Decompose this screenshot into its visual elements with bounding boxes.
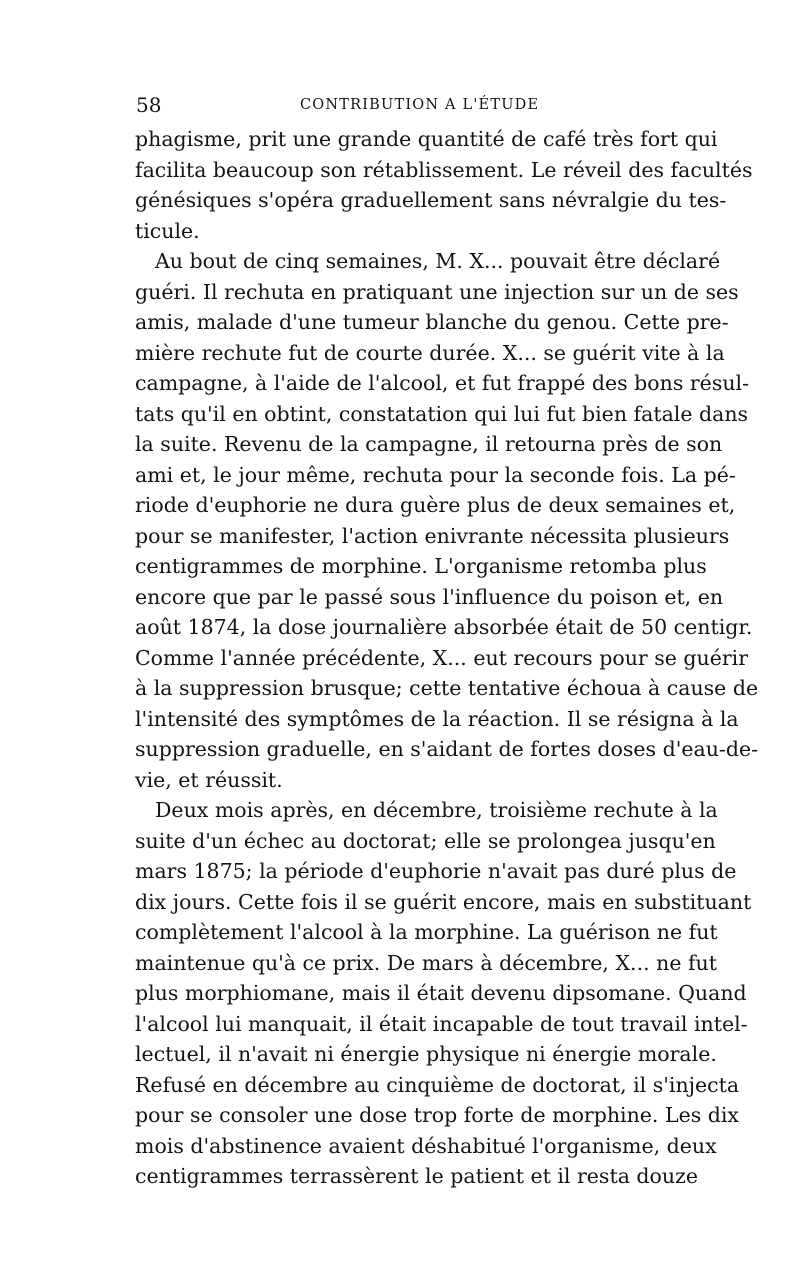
text-line: l'alcool lui manquait, il était incapable de tout travail intel- bbox=[135, 1011, 748, 1036]
text-line: Au bout de cinq semaines, M. X... pouvait être déclaré bbox=[155, 249, 721, 273]
page-number: 58 bbox=[136, 93, 162, 117]
text-line: mars 1875; la période d'euphorie n'avait pas duré plus de bbox=[135, 859, 737, 883]
text-line: guéri. Il rechuta en pratiquant une injection sur un de ses bbox=[135, 279, 739, 304]
text-line: l'intensité des symptômes de la réaction. Il se résigna à la bbox=[135, 706, 739, 731]
text-line: centigrammes terrassèrent le patient et il resta douze bbox=[135, 1164, 699, 1188]
text-line: facilita beaucoup son rétablissement. Le réveil des facultés bbox=[135, 157, 753, 182]
text-line: août 1874, la dose journalière absorbée était de 50 centigr. bbox=[135, 615, 753, 639]
body-text bbox=[135, 124, 759, 1192]
text-line: mière rechute fut de courte durée. X... se guérit vite à la bbox=[135, 340, 725, 365]
text-line: ami et, le jour même, rechuta pour la seconde fois. La pé- bbox=[135, 462, 736, 487]
text-line: amis, malade d'une tumeur blanche du genou. Cette pre- bbox=[135, 310, 729, 334]
text-line: vie, et réussit. bbox=[135, 767, 283, 792]
text-line: plus morphiomane, mais il était devenu dipsomane. Quand bbox=[135, 981, 747, 1005]
text-line: la suite. Revenu de la campagne, il retourna près de son bbox=[135, 432, 723, 456]
text-line: mois d'abstinence avaient déshabitué l'organisme, deux bbox=[135, 1133, 717, 1158]
text-line: ticule. bbox=[135, 218, 200, 243]
text-line: lectuel, il n'avait ni énergie physique ni énergie morale. bbox=[135, 1042, 717, 1066]
text-line: dix jours. Cette fois il se guérit encore, mais en substituant bbox=[135, 889, 752, 914]
text-line: pour se manifester, l'action enivrante nécessita plusieurs bbox=[135, 523, 730, 548]
text-line: Deux mois après, en décembre, troisième rechute à la bbox=[155, 798, 718, 822]
text-line: Refusé en décembre au cinquième de doctorat, il s'injecta bbox=[135, 1072, 740, 1097]
text-line: génésiques s'opéra graduellement sans névralgie du tes- bbox=[135, 188, 727, 212]
text-line: complètement l'alcool à la morphine. La guérison ne fut bbox=[135, 920, 718, 944]
text-line: suppression graduelle, en s'aidant de fortes doses d'eau-de- bbox=[135, 737, 759, 761]
text-line: phagisme, prit une grande quantité de café très fort qui bbox=[135, 127, 718, 151]
text-line: maintenue qu'à ce prix. De mars à décembre, X... ne fut bbox=[135, 950, 717, 975]
text-line: riode d'euphorie ne dura guère plus de deux semaines et, bbox=[135, 493, 736, 517]
running-head bbox=[136, 90, 682, 120]
text-line: campagne, à l'aide de l'alcool, et fut frappé des bons résul- bbox=[135, 371, 750, 395]
running-title: CONTRIBUTION A L'ÉTUDE bbox=[300, 97, 540, 113]
text-line: à la suppression brusque; cette tentative échoua à cause de bbox=[135, 676, 759, 700]
text-line: Comme l'année précédente, X... eut recours pour se guérir bbox=[135, 645, 748, 670]
text-line: encore que par le passé sous l'influence du poison et, en bbox=[135, 584, 724, 609]
text-line: suite d'un échec au doctorat; elle se prolongea jusqu'en bbox=[135, 828, 716, 853]
text-line: pour se consoler une dose trop forte de morphine. Les dix bbox=[135, 1103, 739, 1127]
text-line: tats qu'il en obtint, constatation qui lui fut bien fatale dans bbox=[135, 401, 749, 426]
text-line: centigrammes de morphine. L'organisme retomba plus bbox=[135, 554, 707, 578]
